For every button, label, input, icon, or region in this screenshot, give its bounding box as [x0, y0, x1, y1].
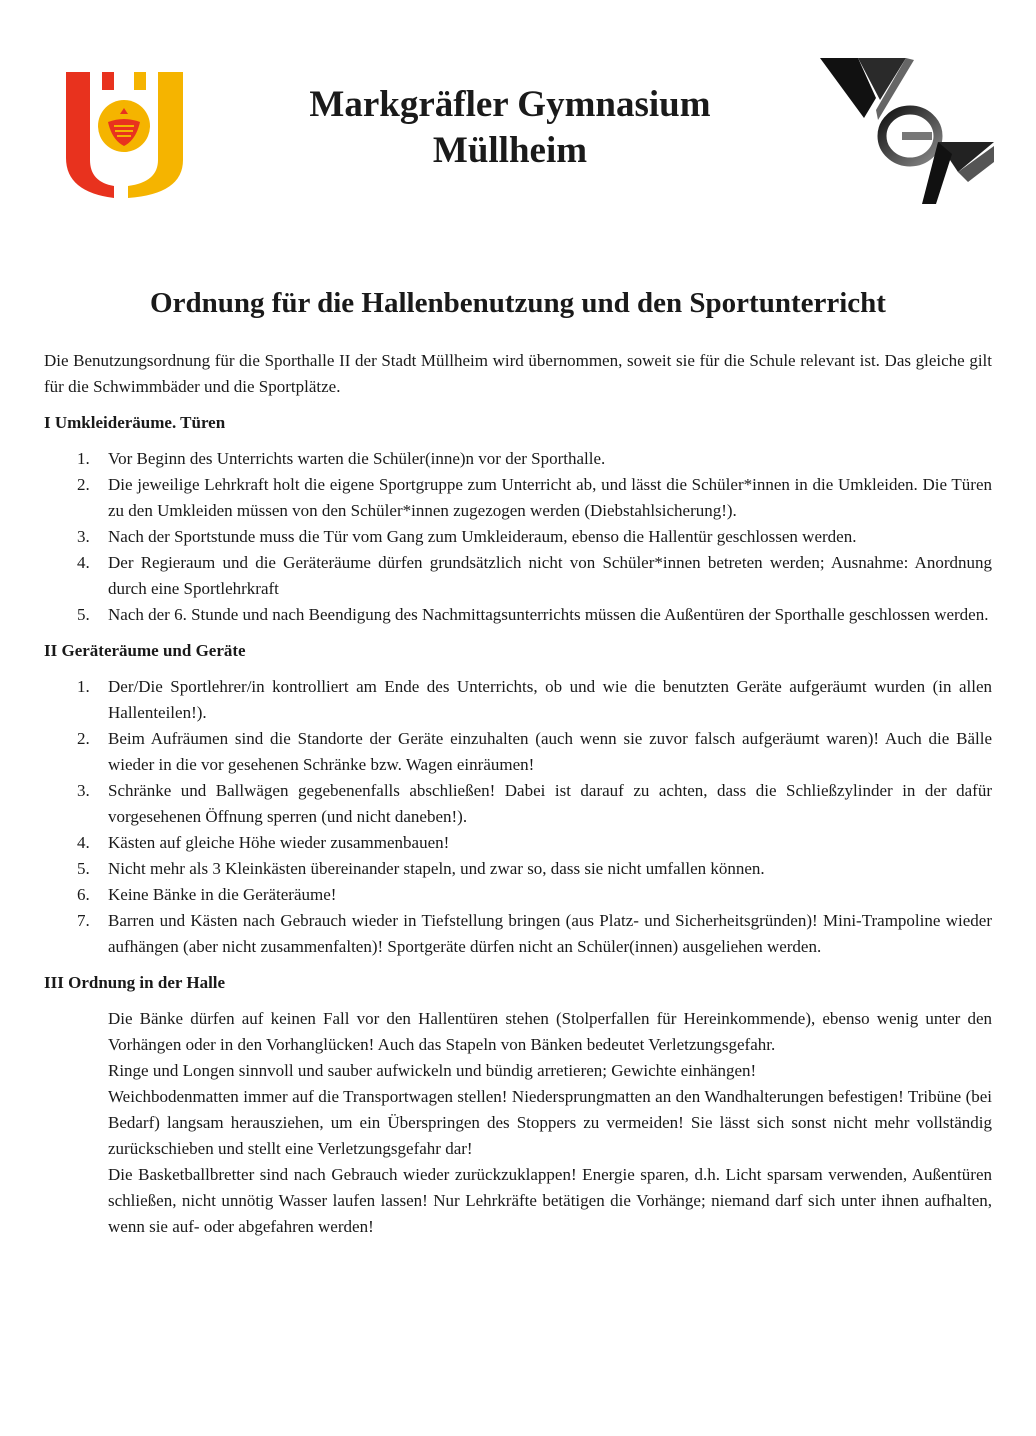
- list-item-text: Nicht mehr als 3 Kleinkästen übereinander stapeln, und zwar so, dass sie nicht umfallen können.: [108, 859, 765, 878]
- list-item: [44, 830, 992, 856]
- list-number: 3.: [77, 527, 90, 546]
- school-name: [230, 82, 790, 174]
- list-item-text: Der/Die Sportlehrer/in kontrolliert am Ende des Unterrichts, ob und wie die benutzten Geräte aufgeräumt wurden (in allen Hallenteilen!).: [108, 677, 992, 722]
- mgm-monogram-logo: [818, 54, 996, 209]
- hall-paragraph: Die Bänke dürfen auf keinen Fall vor den Hallentüren stehen (Stolperfallen für Hereinkommende), ebenso wenig unter den Vorhängen oder in den Vorhanglücken! Auch das Stapeln von Bänken bedeutet Verletzungsgefahr.: [108, 1009, 992, 1054]
- list-number: 1.: [77, 449, 90, 468]
- list-item-text: Nach der 6. Stunde und nach Beendigung des Nachmittagsunterrichts müssen die Außentüren der Sporthalle geschlossen werden.: [108, 605, 989, 624]
- list-number: 5.: [77, 859, 90, 878]
- school-crest-eagle-icon: [62, 68, 187, 200]
- list-number: 5.: [77, 605, 90, 624]
- list-number: 6.: [77, 885, 90, 904]
- intro-paragraph: Die Benutzungsordnung für die Sporthalle II der Stadt Müllheim wird übernommen, soweit sie für die Schule relevant ist. Das gleiche gilt für die Schwimmbäder und die Sportplätze.: [44, 351, 992, 396]
- section-heading-equipment-rooms: II Geräteräume und Geräte: [44, 641, 246, 660]
- list-number: 3.: [77, 781, 90, 800]
- list-number: 4.: [77, 553, 90, 572]
- list-number: 7.: [77, 911, 90, 930]
- list-item: [44, 602, 992, 628]
- document-header: [0, 0, 1036, 230]
- school-name-line1: Markgräfler Gymnasium: [309, 84, 711, 125]
- list-item: [44, 472, 992, 524]
- list-item: [44, 550, 992, 602]
- hall-paragraph: Die Basketballbretter sind nach Gebrauch wieder zurückzuklappen! Energie sparen, d.h. Licht sparsam verwenden, Außentüren schließen, nicht unnötig Wasser laufen lassen! Nur Lehrkräfte betätigen die Vorhänge; niemand darf sich unter ihnen aufhalten, wenn sie auf- oder abgefahren werden!: [108, 1165, 992, 1236]
- list-item-text: Barren und Kästen nach Gebrauch wieder in Tiefstellung bringen (aus Platz- und Sicherheitsgründen)! Mini-Trampoline wieder aufhängen (aber nicht zusammenfalten)! Sportgeräte dürfen nicht an Schüler(innen) ausgeliehen werden.: [108, 911, 992, 956]
- list-item: [44, 446, 992, 472]
- list-item: [44, 726, 992, 778]
- hall-order-paragraphs: [44, 1006, 992, 1240]
- list-number: 2.: [77, 475, 90, 494]
- list-item: [44, 908, 992, 960]
- list-item-text: Der Regieraum und die Geräteräume dürfen grundsätzlich nicht von Schüler*innen betreten werden; Ausnahme: Anordnung durch eine Sportlehrkraft: [108, 553, 992, 598]
- list-number: 4.: [77, 833, 90, 852]
- list-item-text: Keine Bänke in die Geräteräume!: [108, 885, 337, 904]
- list-item: [44, 524, 992, 550]
- list-item-text: Schränke und Ballwägen gegebenenfalls abschließen! Dabei ist darauf zu achten, dass die Schließzylinder in der dafür vorgesehenen Öffnung sperren (und nicht daneben!).: [108, 781, 992, 826]
- hall-paragraph: Ringe und Longen sinnvoll und sauber aufwickeln und bündig arretieren; Gewichte einhängen!: [108, 1061, 757, 1080]
- list-item-text: Kästen auf gleiche Höhe wieder zusammenbauen!: [108, 833, 450, 852]
- school-name-line2: Müllheim: [432, 130, 588, 171]
- list-number: 2.: [77, 729, 90, 748]
- section-heading-changing-rooms: I Umkleideräume. Türen: [44, 413, 226, 432]
- list-item-text: Beim Aufräumen sind die Standorte der Geräte einzuhalten (auch wenn sie zuvor falsch aufgeräumt waren)! Auch die Bälle wieder in die vor gesehenen Schränke bzw. Wagen einräumen!: [108, 729, 992, 774]
- equipment-rules-list: [44, 674, 992, 960]
- changing-rooms-rules-list: [44, 446, 992, 628]
- list-item-text: Nach der Sportstunde muss die Tür vom Gang zum Umkleideraum, ebenso die Hallentür geschlossen werden.: [108, 527, 857, 546]
- list-item-text: Vor Beginn des Unterrichts warten die Schüler(inne)n vor der Sporthalle.: [108, 449, 606, 468]
- document-body: [44, 348, 992, 1240]
- list-number: 1.: [77, 677, 90, 696]
- document-title: Ordnung für die Hallenbenutzung und den Sportunterricht: [150, 287, 886, 319]
- section-heading-hall-order: III Ordnung in der Halle: [44, 973, 226, 992]
- list-item: [44, 778, 992, 830]
- hall-paragraph: Weichbodenmatten immer auf die Transportwagen stellen! Niedersprungmatten an den Wandhalterungen befestigen! Tribüne (bei Bedarf) langsam herausziehen, um ein Überspringen des Stoppers zu vermeiden! Sie lässt sich sonst nicht mehr vollständig zurückschieben und stellt eine Verletzungsgefahr dar!: [108, 1087, 992, 1158]
- list-item-text: Die jeweilige Lehrkraft holt die eigene Sportgruppe zum Unterricht ab, und lässt die Schüler*innen in die Umkleiden. Die Türen zu den Umkleiden müssen von den Schüler*innen zugezogen werden (Diebstahlsicherung!).: [108, 475, 992, 520]
- list-item: [44, 674, 992, 726]
- list-item: [44, 882, 992, 908]
- list-item: [44, 856, 992, 882]
